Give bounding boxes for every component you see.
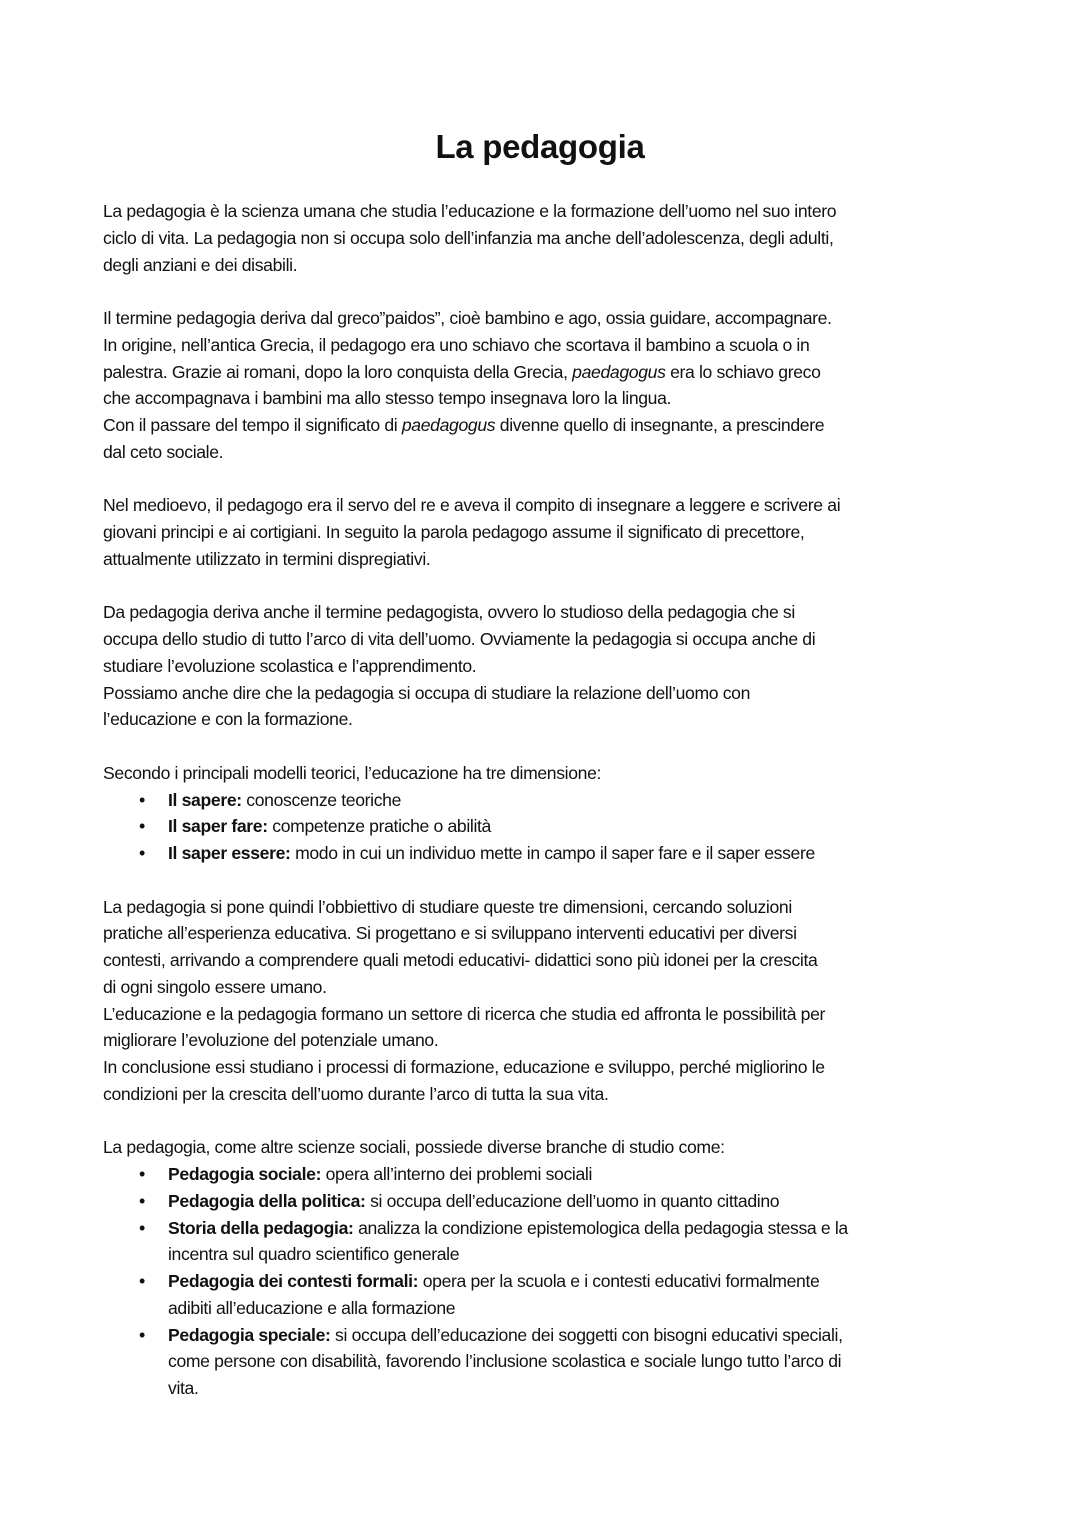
text-run: divenne quello di insegnante, a prescindere [495, 415, 825, 435]
text-run: ciclo di vita. La pedagogia non si occupa solo dell’infanzia ma anche dell’adolescenza, degli adulti, [103, 227, 834, 248]
bold-term: Pedagogia della politica: [168, 1190, 366, 1211]
text-run: occupa dello studio di tutto l’arco di vita dell’uomo. Ovviamente la pedagogia si occupa anche di [103, 629, 816, 649]
list-item [103, 1268, 1003, 1322]
text-run: analizza la condizione epistemologica della pedagogia stessa e la [353, 1217, 848, 1238]
list-item [103, 1215, 1003, 1269]
text-run: Con il passare del tempo il significato di [103, 415, 402, 435]
text-run: In origine, nell’antica Grecia, il pedagogo era uno schiavo che scortava il bambino a scuola o in [103, 334, 810, 355]
list-item [103, 813, 1003, 840]
document-title: La pedagogia [435, 128, 645, 165]
text-line [103, 519, 1003, 546]
text-run: L’educazione e la pedagogia formano un settore di ricerca che studia ed affronta le possibilità per [103, 1003, 826, 1024]
text-run: pratiche all’esperienza educativa. Si progettano e si sviluppano interventi educativi per diversi [103, 923, 797, 944]
text-run: In conclusione essi studiano i processi di formazione, educazione e sviluppo, perché migliorino le [103, 1057, 825, 1077]
text-line [103, 1027, 1003, 1054]
text-line [168, 1295, 1003, 1322]
bullet-icon: • [139, 1324, 145, 1345]
bold-term: Pedagogia speciale: [168, 1324, 331, 1345]
text-line [103, 626, 1003, 653]
text-run: studiare l’evoluzione scolastica e l’apprendimento. [103, 655, 477, 676]
text-line [103, 412, 1003, 439]
text-run: competenze pratiche o abilità [267, 816, 491, 837]
list-item [103, 1188, 1003, 1215]
text-line [168, 813, 1003, 840]
text-line [103, 1134, 1003, 1161]
text-line [168, 787, 1003, 814]
text-line [103, 252, 1003, 279]
bullet-icon: • [139, 816, 145, 837]
text-line [168, 1322, 1003, 1349]
text-run: dal ceto sociale. [103, 441, 224, 462]
list-item [103, 787, 1003, 814]
bullet-icon: • [139, 1217, 145, 1238]
text-run: degli anziani e dei disabili. [103, 254, 298, 275]
text-run: Il termine pedagogia deriva dal greco”paidos”, cioè bambino e ago, ossia guidare, accompagnare. [103, 308, 832, 328]
text-line [168, 1188, 1003, 1215]
text-line [103, 947, 1003, 974]
text-line [103, 305, 1003, 332]
text-line [103, 706, 1003, 733]
paragraph [103, 198, 1003, 278]
text-run: vita. [168, 1378, 199, 1398]
text-line [103, 680, 1003, 707]
text-line [103, 1081, 1003, 1108]
text-line [103, 332, 1003, 359]
text-run: l’educazione e con la formazione. [103, 709, 353, 730]
text-line [168, 1215, 1003, 1242]
text-run: La pedagogia è la scienza umana che studia l’educazione e la formazione dell’uomo nel suo intero [103, 201, 837, 221]
text-line [103, 1001, 1003, 1028]
paragraph [103, 760, 1003, 867]
italic-term: paedagogus [401, 415, 496, 435]
text-line [103, 546, 1003, 573]
paragraph [103, 492, 1003, 572]
text-run: palestra. Grazie ai romani, dopo la loro conquista della Grecia, [103, 361, 573, 382]
bold-term: Il saper fare: [168, 816, 268, 837]
bold-term: Pedagogia dei contesti formali: [168, 1271, 419, 1291]
text-run: attualmente utilizzato in termini dispregiativi. [103, 548, 431, 569]
text-line [103, 439, 1003, 466]
document-body [103, 198, 1003, 1429]
bold-term: Il sapere: [168, 789, 242, 810]
bold-term: Il saper essere: [168, 843, 291, 863]
text-line [103, 974, 1003, 1001]
paragraph [103, 599, 1003, 733]
text-line [168, 840, 1003, 867]
text-line [168, 1241, 1003, 1268]
text-run: adibiti all’educazione e alla formazione [168, 1297, 456, 1318]
list-item [103, 1161, 1003, 1188]
text-run: come persone con disabilità, favorendo l’inclusione scolastica e sociale lungo tutto l’arco di [168, 1351, 842, 1372]
text-run: La pedagogia, come altre scienze sociali, possiede diverse branche di studio come: [103, 1137, 725, 1158]
text-line [103, 653, 1003, 680]
list-item [103, 1322, 1003, 1402]
text-run: incentra sul quadro scientifico generale [168, 1244, 460, 1265]
text-line [103, 492, 1003, 519]
text-line [168, 1268, 1003, 1295]
bold-term: Storia della pedagogia: [168, 1217, 354, 1238]
text-run: contesti, arrivando a comprendere quali metodi educativi- didattici sono più idonei per la crescita [103, 950, 818, 970]
text-line [103, 1054, 1003, 1081]
text-run: Secondo i principali modelli teorici, l’educazione ha tre dimensione: [103, 762, 602, 783]
text-run: Possiamo anche dire che la pedagogia si occupa di studiare la relazione dell’uomo con [103, 682, 751, 703]
text-run: Da pedagogia deriva anche il termine pedagogista, ovvero lo studioso della pedagogia che si [103, 602, 795, 623]
text-run: opera all’interno dei problemi sociali [321, 1164, 593, 1184]
text-line [103, 225, 1003, 252]
text-line [103, 359, 1003, 386]
text-line [103, 198, 1003, 225]
bullet-icon: • [139, 843, 145, 863]
text-run: che accompagnava i bambini ma allo stesso tempo insegnava loro la lingua. [103, 388, 672, 409]
text-run: si occupa dell’educazione dell’uomo in quanto cittadino [365, 1190, 780, 1211]
bullet-icon: • [139, 789, 145, 810]
bullet-list [103, 787, 1003, 867]
bold-term: Pedagogia sociale: [168, 1164, 322, 1184]
text-run: era lo schiavo greco [665, 361, 821, 382]
text-run: modo in cui un individuo mette in campo il saper fare e il saper essere [290, 843, 815, 863]
paragraph [103, 894, 1003, 1108]
list-item [103, 840, 1003, 867]
bullet-list [103, 1161, 1003, 1402]
text-run: si occupa dell’educazione dei soggetti con bisogni educativi speciali, [330, 1324, 843, 1345]
text-run: condizioni per la crescita dell’uomo durante l’arco di tutta la sua vita. [103, 1083, 609, 1104]
text-run: di ogni singolo essere umano. [103, 976, 327, 997]
italic-term: paedagogus [572, 361, 666, 382]
paragraph [103, 305, 1003, 466]
text-line [103, 894, 1003, 921]
text-run: giovani principi e ai cortigiani. In seguito la parola pedagogo assume il significato di precettore, [103, 522, 805, 542]
text-run: La pedagogia si pone quindi l’obbiettivo di studiare queste tre dimensioni, cercando soluzioni [103, 896, 792, 917]
text-line [103, 599, 1003, 626]
bullet-icon: • [139, 1190, 145, 1211]
text-line [103, 385, 1003, 412]
text-line [103, 920, 1003, 947]
text-line [103, 760, 1003, 787]
text-line [168, 1348, 1003, 1375]
text-line [168, 1161, 1003, 1188]
text-run: conoscenze teoriche [241, 789, 402, 810]
bullet-icon: • [139, 1271, 145, 1291]
paragraph [103, 1134, 1003, 1402]
text-run: opera per la scuola e i contesti educativi formalmente [418, 1271, 820, 1291]
text-line [168, 1375, 1003, 1402]
text-run: migliorare l’evoluzione del potenziale umano. [103, 1030, 439, 1051]
bullet-icon: • [139, 1164, 145, 1184]
text-run: Nel medioevo, il pedagogo era il servo del re e aveva il compito di insegnare a leggere e scrivere ai [103, 495, 841, 516]
